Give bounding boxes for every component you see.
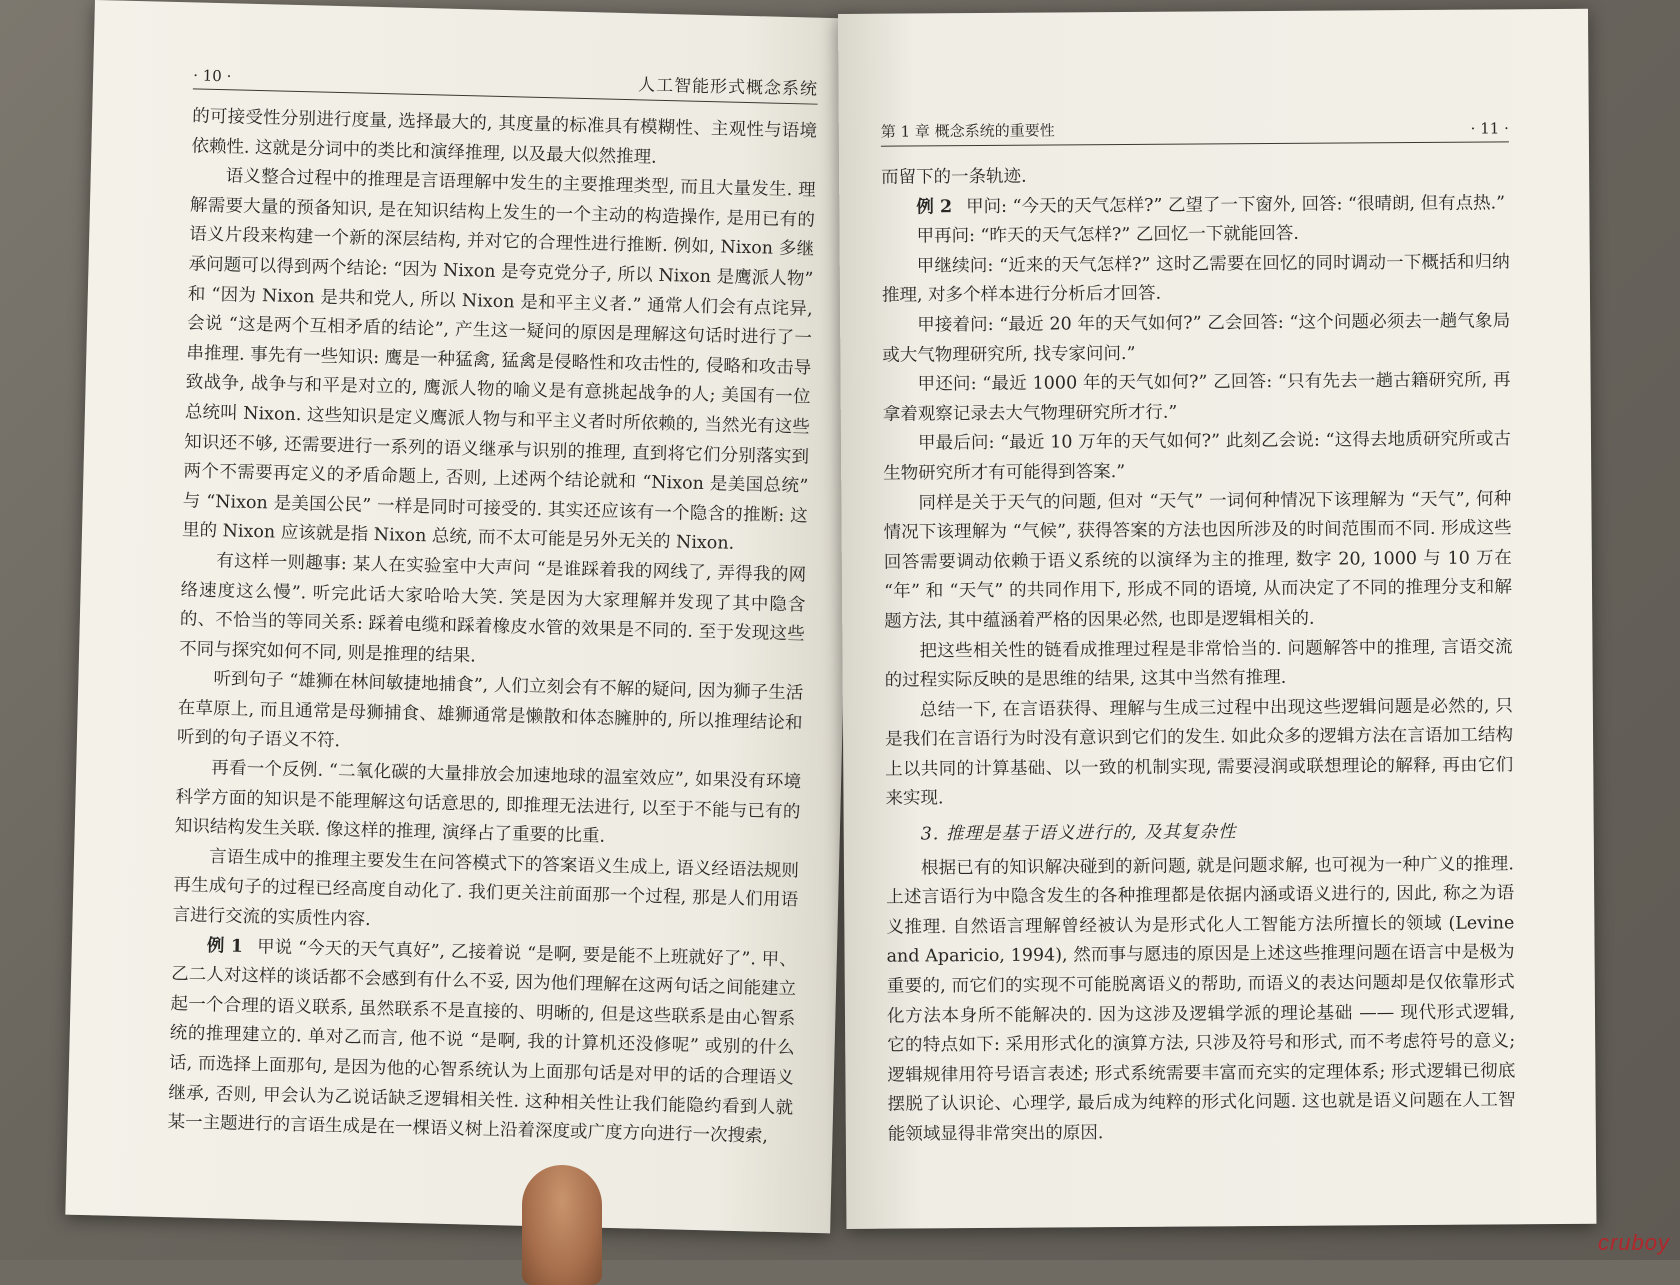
paragraph: 同样是关于天气的问题, 但对 “天气” 一词何种情况下该理解为 “天气”, 何种情况下该理解为 “气候”, 获得答案的方法也因所涉及的时间范围而不同. 形成这些回答需要调动依赖于语义系统的以演绎为主的推理, 数字 20, 1000 与 10 万在 “年” 和 “天气” 的共同作用下, 形成不同的语境, 从而决定了不同的推理分支和解题方法, 其中蕴涵着严格的因果必然, 也即是逻辑相关的. [883, 488, 1513, 632]
paragraph: 语义整合过程中的推理是言语理解中发生的主要推理类型, 而且大量发生. 理解需要大量的预备知识, 是在知识结构上发生的一个主动的构造操作, 是用已有的语义片段来构建一个新的深层结构, 并对它的合理性进行推断. 例如, Nixon 多继承问题可以得到两个结论: “因为 Nixon 是夸克党分子, 所以 Nixon 是鹰派人物” 和 “因为 Nixon 是共和党人, 所以 Nixon 是和平主义者.” 通常人们会有点诧异, 会说 “这是两个互相矛盾的结论”, 产生这一疑问的原因是理解这句话时进行了一串推理. 事先有一些知识: 鹰是一种猛禽, 猛禽是侵略性和攻击性的, 侵略和攻击导致战争, 战争与和平是对立的, 鹰派人物的喻义是有意挑起战争的人; 美国有一位总统叫 Nixon. 这些知识是定义鹰派人物与和平主义者时所依赖的, 当然光有这些知识还不够, 还需要进行一系列的语义继承与识别的推理, 直到将它们分别落实到两个不需要再定义的矛盾命题上, 否则, 上述两个结论就和 “Nixon 是美国总统” 与 “Nixon 是美国公民” 一样是同时可接受的. 其实还应该有一个隐含的推断: 这里的 Nixon 应该就是指 Nixon 总统, 而不太可能是另外无关的 Nixon. [181, 166, 816, 555]
right-running-head [881, 101, 1509, 146]
example-2-label: 例 2 [916, 196, 953, 218]
paragraph: 的可接受性分别进行度量, 选择最大的, 其度量的标准具有模糊性、主观性与语境依赖性. 这就是分词中的类比和演绎推理, 以及最大似然推理. [191, 106, 818, 168]
paragraph: 根据已有的知识解决碰到的新问题, 就是问题求解, 也可视为一种广义的推理. 上述言语行为中隐含发生的各种推理都是依据内涵或语义进行的, 因此, 称之为语义推理. 自然语言理解曾经被认为是形式化人工智能方法所擅长的领域 (Levine and Aparicio, 1994), 然而事与愿违的原因是上述这些推理问题在语言中是极为重要的, 而它们的实现不可能脱离语义的帮助, 而语义的表达问题却是仅依靠形式化方法本身所不能解决的. 因为这涉及逻辑学派的理论基础 —— 现代形式逻辑, 它的特点如下: 采用形式化的演算方法, 只涉及符号和形式, 而不考虑符号的意义; 逻辑规律用符号语言表述; 形式系统需要丰富而充实的定理体系; 形式逻辑已彻底摆脱了认识论、心理学, 最后成为纯粹的形式化问题. 这也就是语义问题在人工智能领域显得非常突出的原因. [886, 853, 1516, 1145]
thumb [522, 1165, 602, 1285]
left-running-title: 人工智能形式概念系统 [637, 75, 819, 100]
example-1 [167, 931, 797, 1153]
left-running-head [193, 48, 819, 104]
paragraph: 把这些相关性的链看成推理过程是非常恰当的. 问题解答中的推理, 言语交流的过程实际反映的是思维的结果, 这其中当然有推理. [884, 636, 1513, 691]
paragraph: 总结一下, 在言语获得、理解与生成三过程中出现这些逻辑问题是必然的, 只是我们在言语行为时没有意识到它们的发生. 如此众多的逻辑方法在言语加工结构上以共同的计算基础、以一致的机制实现, 需要浸润或联想理论的解释, 再由它们来实现. [884, 695, 1514, 810]
right-book-page [838, 9, 1596, 1229]
section-heading: 3. 推理是基于语义进行的, 及其复杂性 [920, 822, 1237, 845]
paragraph: 甲最后问: “最近 10 万年的天气如何?” 此刻乙会说: “这得去地质研究所或古生物研究所才有可能得到答案.” [883, 429, 1512, 484]
watermark-text: cruboy [1597, 1230, 1670, 1255]
paragraph: 甲继续问: “近来的天气怎样?” 这时乙需要在回忆的同时调动一下概括和归纳推理, 对多个样本进行分析后才回答. [881, 252, 1510, 307]
paragraph: 甲还问: “最近 1000 年的天气如何?” 乙回答: “只有先去一趟古籍研究所, 再拿着观察记录去大气物理研究所才行.” [882, 370, 1511, 425]
paragraph: 甲再问: “昨天的天气怎样?” 乙回忆一下就能回答. [916, 223, 1299, 247]
right-page-body [881, 159, 1516, 1150]
paragraph: 再看一个反例. “二氧化碳的大量排放会加速地球的温室效应”, 如果没有环境科学方面的知识是不能理解这句话意思的, 即推理无法进行, 以至于不能与已有的知识结构发生关联. 像这样的推理, 演绎占了重要的比重. [174, 758, 802, 847]
chapter-label: 第 1 章 概念系统的重要性 [880, 121, 1055, 141]
paragraph: 而留下的一条轨迹. [881, 166, 1027, 188]
left-book-page [65, 0, 859, 1233]
left-page-body [167, 102, 817, 1153]
example-2 [881, 189, 1509, 223]
right-page-number: · 11 · [1470, 119, 1509, 138]
paragraph: 甲接着问: “最近 20 年的天气如何?” 乙会回答: “这个问题必须去一趟气象局或大气物理研究所, 找专家问问.” [882, 311, 1511, 366]
example-1-label: 例 1 [206, 935, 244, 957]
example-2-text: 甲问: “今天的天气怎样?” 乙望了一下窗外, 回答: “很晴朗, 但有点热.” [966, 192, 1506, 217]
paragraph: 言语生成中的推理主要发生在问答模式下的答案语义生成上, 语义经语法规则再生成句子的过程已经高度自动化了. 我们更关注前面那一个过程, 那是人们用语言进行交流的实质性内容. [172, 846, 800, 931]
paragraph: 听到句子 “雄狮在林间敏捷地捕食”, 人们立刻会有不解的疑问, 因为狮子生活在草原上, 而且通常是母狮捕食、雄狮通常是懒散和体态臃肿的, 所以推理结论和听到的句子语义不符. [176, 669, 804, 752]
example-1-text: 甲说 “今天的天气真好”, 乙接着说 “是啊, 要是能不上班就好了”. 甲、乙二人对这样的谈话都不会感到有什么不妥, 因为他们理解在这两句话之间能建立起一个合理的语义联系, 虽然联系不是直接的、明晰的, 但是这些联系是由心智系统的推理建立的. 单对乙而言, 他不说 “是啊, 我的计算机还没修呢” 或别的什么话, 而选择上面那句, 是因为他的心智系统认为上面那句话是对甲的话的合理语义继承, 否则, 甲会认为乙说话缺乏逻辑相关性. 这种相关性让我们能隐约看到人就某一主题进行的言语生成是在一棵语义树上沿着深度或广度方向进行一次搜索, [167, 936, 797, 1147]
paragraph: 有这样一则趣事: 某人在实验室中大声问 “是谁踩着我的网线了, 弄得我的网络速度这么慢”. 听完此话大家哈哈大笑. 笑是因为大家理解并发现了其中隐含的、不恰当的等同关系: 踩着电缆和踩着橡皮水管的效果是不同的. 至于发现这些不同与探究如何不同, 则是推理的结果. [178, 551, 807, 667]
left-page-number: · 10 · [192, 66, 232, 86]
